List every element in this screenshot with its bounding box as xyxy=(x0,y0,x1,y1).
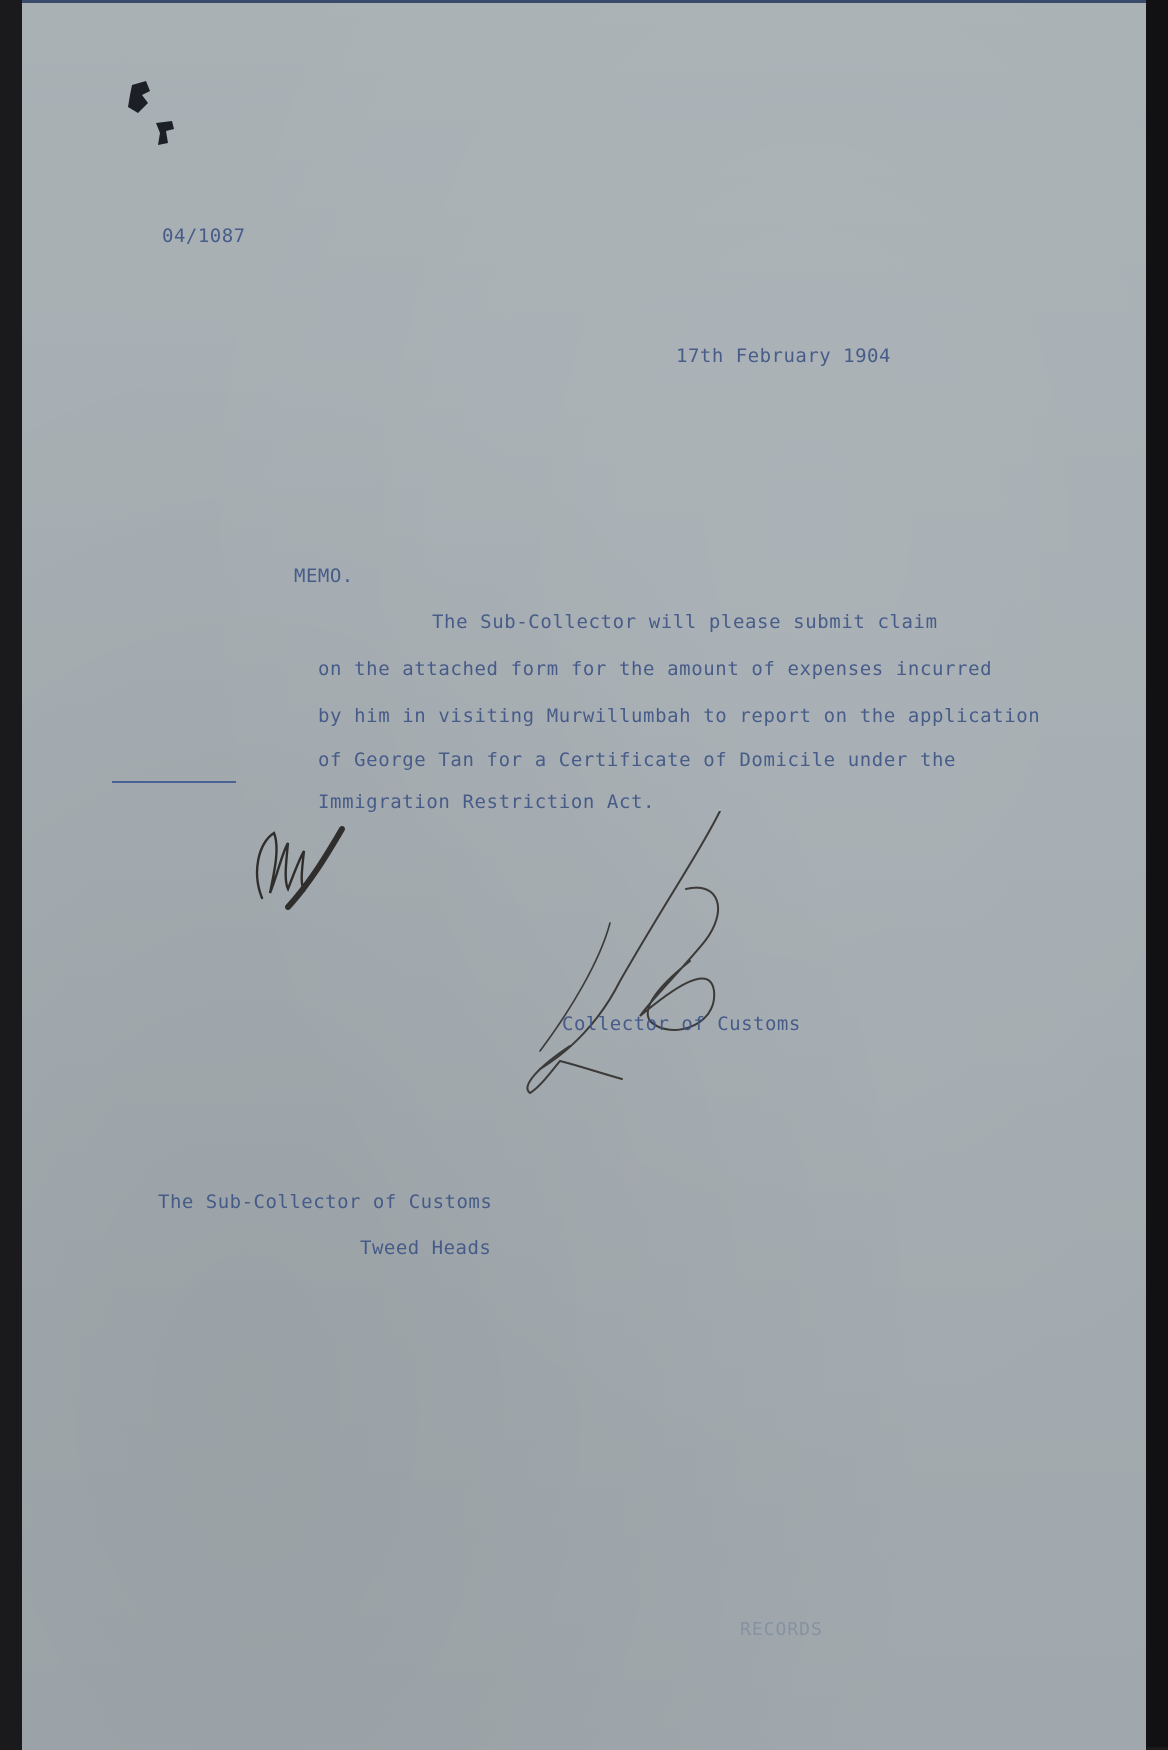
document-date: 17th February 1904 xyxy=(676,345,891,367)
margin-rule xyxy=(112,781,236,783)
addressee-name: The Sub-Collector of Customs xyxy=(158,1191,493,1213)
memo-body-line: by him in visiting Murwillumbah to report on the application xyxy=(318,705,1041,727)
signatory-title: Collector of Customs xyxy=(562,1013,801,1035)
memo-body-line: of George Tan for a Certificate of Domicile under the xyxy=(318,749,957,771)
memo-body-line: The Sub-Collector will please submit claim xyxy=(432,611,938,633)
ink-blot-mark xyxy=(112,73,202,163)
records-stamp: RECORDS xyxy=(740,1619,823,1640)
memo-body-line: on the attached form for the amount of expenses incurred xyxy=(318,658,993,680)
collector-signature xyxy=(500,811,800,1101)
document-page xyxy=(22,0,1146,1750)
addressee-location: Tweed Heads xyxy=(360,1237,492,1259)
scan-border xyxy=(1146,0,1168,1747)
memo-body-line: Immigration Restriction Act. xyxy=(318,791,656,813)
handwritten-initials xyxy=(244,803,364,913)
memo-label: MEMO. xyxy=(294,565,354,587)
reference-number: 04/1087 xyxy=(162,225,246,247)
